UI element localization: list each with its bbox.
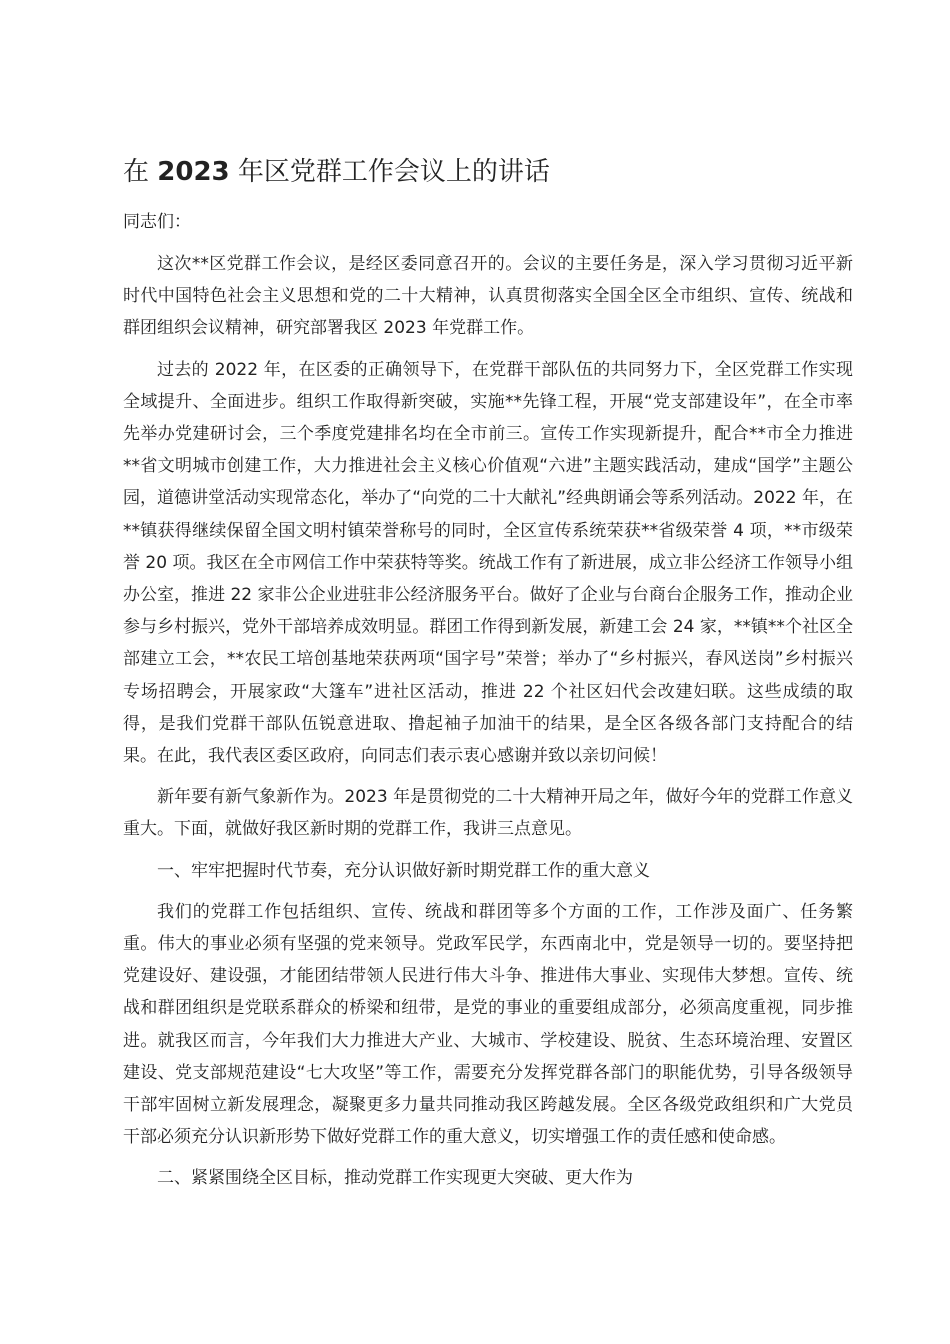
title-suffix: 年区党群工作会议上的讲话 <box>229 157 550 187</box>
paragraph-intro: 这次**区党群工作会议，是经区委同意召开的。会议的主要任务是，深入学习贯彻习近平新时代中国特色社会主义思想和党的二十大精神，认真贯彻落实全国全区全市组织、宣传、统战和群团组织会议精神，研究部署我区 2023 年党群工作。 <box>123 254 853 339</box>
paragraph-review-2022: 过去的 2022 年，在区委的正确领导下，在党群干部队伍的共同努力下，全区党群工作实现全域提升、全面进步。组织工作取得新突破，实施**先锋工程，开展“党支部建设年”，在全市率先举办党建研讨会，三个季度党建排名均在全市前三。宣传工作实现新提升，配合**市全力推进**省文明城市创建工作，大力推进社会主义核心价值观“六进”主题实践活动，建成“国学”主题公园，道德讲堂活动实现常态化，举办了“向党的二十大献礼”经典朗诵会等系列活动。2022 年，在**镇获得继续保留全国文明村镇荣誉称号的同时，全区宣传系统荣获**省级荣誉 4 项，**市级荣誉 20 项。我区在全市网信工作中荣获特等奖。统战工作有了新进展，成立非公经济工作领导小组办公室，推进 22 家非公企业进驻非公经济服务平台。做好了企业与台商台企服务工作，推动企业参与乡村振兴，党外干部培养成效明显。群团工作得到新发展，新建工会 24 家，**镇**个社区全部建立工会，**农民工培创基地荣获两项“国字号”荣誉；举办了“乡村振兴，春风送岗”乡村振兴专场招聘会，开展家政“大篷车”进社区活动，推进 22 个社区妇代会改建妇联。这些成绩的取得，是我们党群干部队伍锐意进取、撸起袖子加油干的结果，是全区各级各部门支持配合的结果。在此，我代表区委区政府，向同志们表示衷心感谢并致以亲切问候！ <box>123 359 853 767</box>
section-heading-2: 二、紧紧围绕全区目标，推动党群工作实现更大突破、更大作为 <box>157 1168 633 1189</box>
document-title <box>123 152 853 192</box>
salutation: 同志们： <box>123 212 191 232</box>
section-heading-1: 一、牢牢把握时代节奏，充分认识做好新时期党群工作的重大意义 <box>157 860 650 881</box>
title-prefix: 在 <box>123 157 158 187</box>
paragraph-new-year: 新年要有新气象新作为。2023 年是贯彻党的二十大精神开局之年，做好今年的党群工作意义重大。下面，就做好我区新时期的党群工作，我讲三点意见。 <box>123 787 853 840</box>
title-year: 2023 <box>157 157 230 187</box>
document-body <box>123 248 853 1204</box>
paragraph-significance: 我们的党群工作包括组织、宣传、统战和群团等多个方面的工作，工作涉及面广、任务繁重。伟大的事业必须有坚强的党来领导。党政军民学，东西南北中，党是领导一切的。要坚持把党建设好、建设强，才能团结带领人民进行伟大斗争、推进伟大事业、实现伟大梦想。宣传、统战和群团组织是党联系群众的桥梁和纽带，是党的事业的重要组成部分，必须高度重视，同步推进。就我区而言，今年我们大力推进大产业、大城市、学校建设、脱贫、生态环境治理、安置区建设、党支部规范建设“七大攻坚”等工作，需要充分发挥党群各部门的职能优势，引导各级领导干部牢固树立新发展理念，凝聚更多力量共同推动我区跨越发展。全区各级党政组织和广大党员干部必须充分认识新形势下做好党群工作的重大意义，切实增强工作的责任感和使命感。 <box>123 901 853 1148</box>
